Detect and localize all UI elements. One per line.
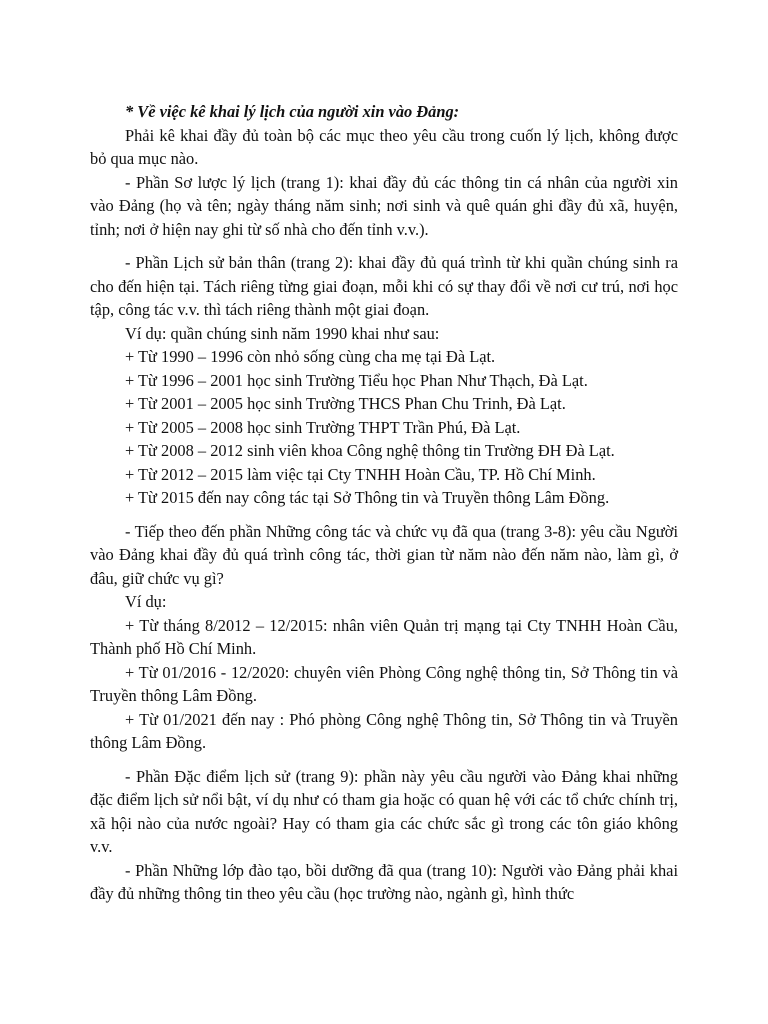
paragraph-cong-tac-chuc-vu: - Tiếp theo đến phần Những công tác và chức vụ đã qua (trang 3-8): yêu cầu Người vào Đảng khai đầy đủ quá trình công tác, thời gian từ năm nào đến năm nào, làm gì, ở đâu, giữ chức vụ gì? <box>90 521 678 588</box>
list-item: + Từ 01/2016 - 12/2020: chuyên viên Phòng Công nghệ thông tin, Sở Thông tin và Truyền thông Lâm Đồng. <box>90 662 678 705</box>
list-item: + Từ 2015 đến nay công tác tại Sở Thông tin và Truyền thông Lâm Đồng. <box>125 488 610 507</box>
paragraph-gap <box>90 510 678 520</box>
list-item: + Từ 2012 – 2015 làm việc tại Cty TNHH Hoàn Cầu, TP. Hồ Chí Minh. <box>125 464 596 484</box>
section-heading: * Về việc kê khai lý lịch của người xin vào Đảng: <box>125 102 460 121</box>
paragraph-gap <box>90 755 678 765</box>
paragraph-gap <box>90 241 678 251</box>
list-item: + Từ 1996 – 2001 học sinh Trường Tiểu học Phan Như Thạch, Đà Lạt. <box>125 370 588 390</box>
list-item: + Từ 2005 – 2008 học sinh Trường THPT Trần Phú, Đà Lạt. <box>125 417 521 437</box>
example-label: Ví dụ: quần chúng sinh năm 1990 khai như sau: <box>125 323 440 343</box>
document-body <box>90 100 678 906</box>
list-item: + Từ tháng 8/2012 – 12/2015: nhân viên Quản trị mạng tại Cty TNHH Hoàn Cầu, Thành phố Hồ Chí Minh. <box>90 615 678 658</box>
paragraph-so-luoc-ly-lich: - Phần Sơ lược lý lịch (trang 1): khai đầy đủ các thông tin cá nhân của người xin vào Đảng (họ và tên; ngày tháng năm sinh; nơi sinh và quê quán ghi đầy đủ xã, huyện, tỉnh; nơi ở hiện nay ghi từ số nhà cho đến tỉnh v.v.). <box>90 172 678 239</box>
list-item: + Từ 01/2021 đến nay : Phó phòng Công nghệ Thông tin, Sở Thông tin và Truyền thông Lâm Đồng. <box>90 709 678 752</box>
list-item: + Từ 2008 – 2012 sinh viên khoa Công nghệ thông tin Trường ĐH Đà Lạt. <box>125 441 615 460</box>
paragraph-dac-diem-lich-su: - Phần Đặc điểm lịch sử (trang 9): phần này yêu cầu người vào Đảng khai những đặc điểm lịch sử nổi bật, ví dụ như có tham gia hoặc có quan hệ với các tổ chức chính trị, xã hội nào của nước ngoài? Hay có tham gia các chức sắc gì trong các tôn giáo không v.v. <box>90 766 678 856</box>
paragraph-lop-dao-tao: - Phần Những lớp đào tạo, bồi dưỡng đã qua (trang 10): Người vào Đảng phải khai đầy đủ những thông tin theo yêu cầu (học trường nào, ngành gì, hình thức <box>90 860 678 903</box>
list-item: + Từ 1990 – 1996 còn nhỏ sống cùng cha mẹ tại Đà Lạt. <box>125 347 496 366</box>
intro-paragraph: Phải kê khai đầy đủ toàn bộ các mục theo yêu cầu trong cuốn lý lịch, không được bỏ qua mục nào. <box>90 125 678 168</box>
paragraph-lich-su-ban-than: - Phần Lịch sử bản thân (trang 2): khai đầy đủ quá trình từ khi quần chúng sinh ra cho đến hiện tại. Tách riêng từng giai đoạn, mỗi khi có sự thay đổi về nơi cư trú, nơi học tập, công tác v.v. thì tách riêng thành một giai đoạn. <box>90 253 678 319</box>
list-item: + Từ 2001 – 2005 học sinh Trường THCS Phan Chu Trinh, Đà Lạt. <box>125 394 566 413</box>
example-label: Ví dụ: <box>125 592 167 611</box>
